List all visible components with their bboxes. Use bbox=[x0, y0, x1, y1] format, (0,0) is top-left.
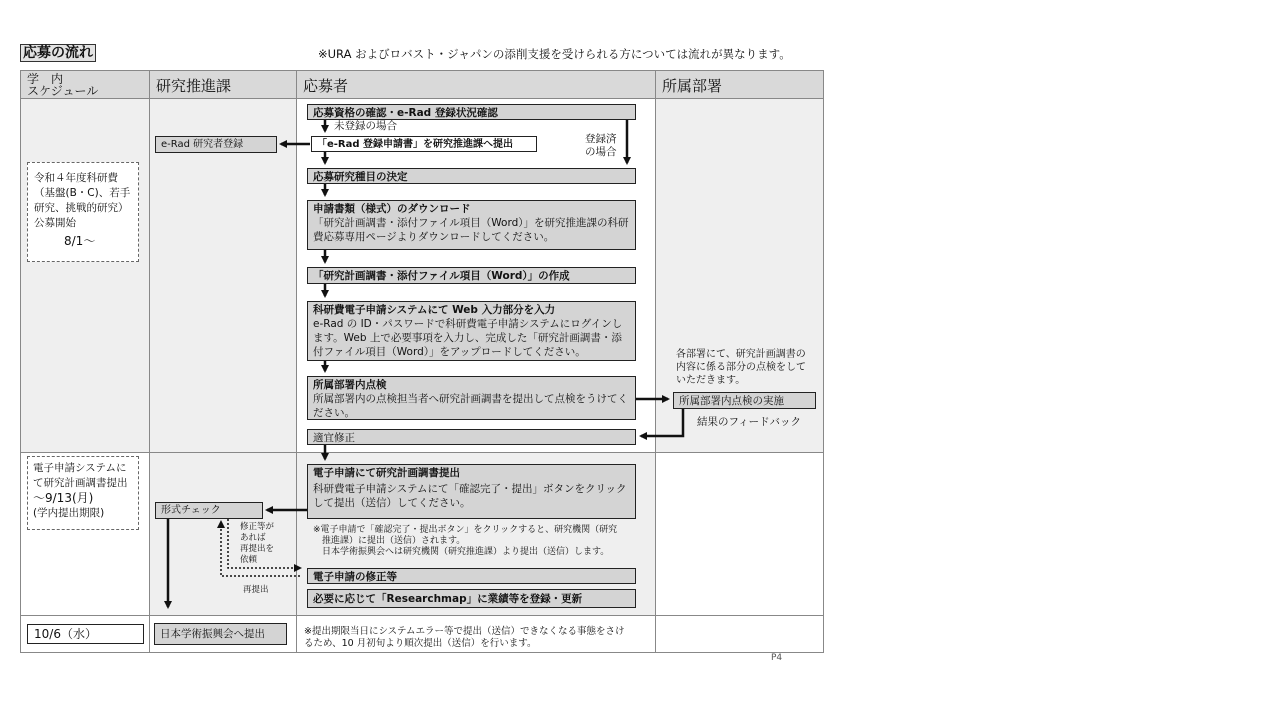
submit-note-line2: 推進課）に提出（送信）されます。 bbox=[322, 536, 466, 546]
format-check-box: 形式チェック bbox=[155, 502, 263, 519]
schedule-open-line1: 令和４年度科研費 bbox=[34, 172, 118, 184]
header-promo: 研究推進課 bbox=[149, 70, 297, 99]
schedule-open-date: 8/1〜 bbox=[64, 234, 96, 248]
feedback-label: 結果のフィードバック bbox=[697, 416, 801, 428]
eligibility-text: 応募資格の確認・e-Rad 登録状況確認 bbox=[313, 107, 498, 119]
fix-request-line4: 依頼 bbox=[240, 555, 258, 565]
fix-request-line2: あれば bbox=[240, 533, 266, 543]
submit-note-line3: 日本学術振興会へは研究機関（研究推進課）より提出（送信）します。 bbox=[322, 547, 610, 557]
deadline-note-line2: るため、10 月初旬より順次提出（送信）を行います。 bbox=[304, 638, 537, 649]
dept-inspection-body: 所属部署内の点検担当者へ研究計画調書を提出して点検をうけてください。 bbox=[313, 393, 628, 419]
create-document-text: 「研究計画調書・添付ファイル項目（Word）」の作成 bbox=[313, 270, 570, 282]
schedule-deadline-line2: て研究計画調書提出 bbox=[33, 477, 128, 489]
fix-request-line3: 再提出を bbox=[240, 544, 275, 554]
page-number: P4 bbox=[771, 653, 783, 663]
researchmap-text: 必要に応じて「Researchmap」に業績等を登録・更新 bbox=[313, 593, 583, 605]
dept-description-line3: いただきます。 bbox=[676, 375, 746, 386]
schedule-deadline-date: 〜9/13(月) bbox=[33, 491, 94, 505]
web-input-body: e-Rad の ID・パスワードで科研費電子申請システムにログインします。Web 上で必要事項を入力し、完成した「研究計画調書・添付ファイル項目（Word）」をアップロードしてください。 bbox=[313, 318, 623, 358]
dept-description-line1: 各部署にて、研究計画調書の bbox=[676, 349, 806, 360]
top-note: ※URA およびロバスト・ジャパンの添削支援を受けられる方については流れが異なります。 bbox=[318, 47, 791, 61]
deadline-note-line1: ※提出期限当日にシステムエラー等で提出（送信）できなくなる事態をさけ bbox=[304, 626, 625, 637]
header-applicant: 応募者 bbox=[296, 70, 656, 99]
header-schedule: 学 内 スケジュール bbox=[20, 70, 150, 99]
arrow-fix-request bbox=[228, 519, 300, 568]
schedule-submit-date: 10/6（水） bbox=[27, 624, 144, 644]
unregistered-label: 未登録の場合 bbox=[334, 120, 397, 132]
fix-request-line1: 修正等が bbox=[240, 522, 275, 532]
schedule-open-line4: 公募開始 bbox=[34, 217, 76, 229]
schedule-open-line2: （基盤(B・C)、若手 bbox=[34, 187, 131, 199]
e-submit-title: 電子申請にて研究計画調書提出 bbox=[313, 467, 460, 479]
page-title: 応募の流れ bbox=[20, 44, 96, 62]
arrow-feedback bbox=[641, 409, 683, 436]
schedule-deadline-note: (学内提出期限) bbox=[33, 507, 105, 519]
dept-inspect-exec-box: 所属部署内点検の実施 bbox=[673, 392, 816, 409]
schedule-deadline-line1: 電子申請システムに bbox=[33, 462, 127, 474]
e-fix-text: 電子申請の修正等 bbox=[313, 571, 397, 583]
resubmit-label: 再提出 bbox=[243, 585, 269, 595]
jsps-submit-box: 日本学術振興会へ提出 bbox=[154, 623, 287, 645]
download-title: 申請書類（様式）のダウンロード bbox=[313, 203, 471, 215]
submit-note-line1: ※電子申請で「確認完了・提出ボタン」をクリックすると、研究機関（研究 bbox=[313, 525, 618, 535]
registered-label: 登録済 の場合 bbox=[585, 133, 617, 158]
dept-description-line2: 内容に係る部分の点検をして bbox=[676, 362, 806, 373]
research-type-text: 応募研究種目の決定 bbox=[313, 171, 408, 183]
revise-box: 適宜修正 bbox=[307, 429, 636, 445]
erad-application-box: 「e-Rad 登録申請書」を研究推進課へ提出 bbox=[311, 136, 537, 152]
download-body: 「研究計画調書・添付ファイル項目（Word）」を研究推進課の科研費応募専用ページよりダウンロードしてください。 bbox=[313, 217, 629, 243]
schedule-open-line3: 研究、挑戦的研究） bbox=[34, 202, 129, 214]
dept-inspection-title: 所属部署内点検 bbox=[313, 379, 387, 391]
web-input-title: 科研費電子申請システムにて Web 入力部分を入力 bbox=[313, 304, 556, 316]
erad-registration-box: e-Rad 研究者登録 bbox=[155, 136, 277, 153]
e-submit-body: 科研費電子申請システムにて「確認完了・提出」ボタンをクリックして提出（送信）してください。 bbox=[313, 483, 627, 509]
header-dept: 所属部署 bbox=[655, 70, 824, 99]
